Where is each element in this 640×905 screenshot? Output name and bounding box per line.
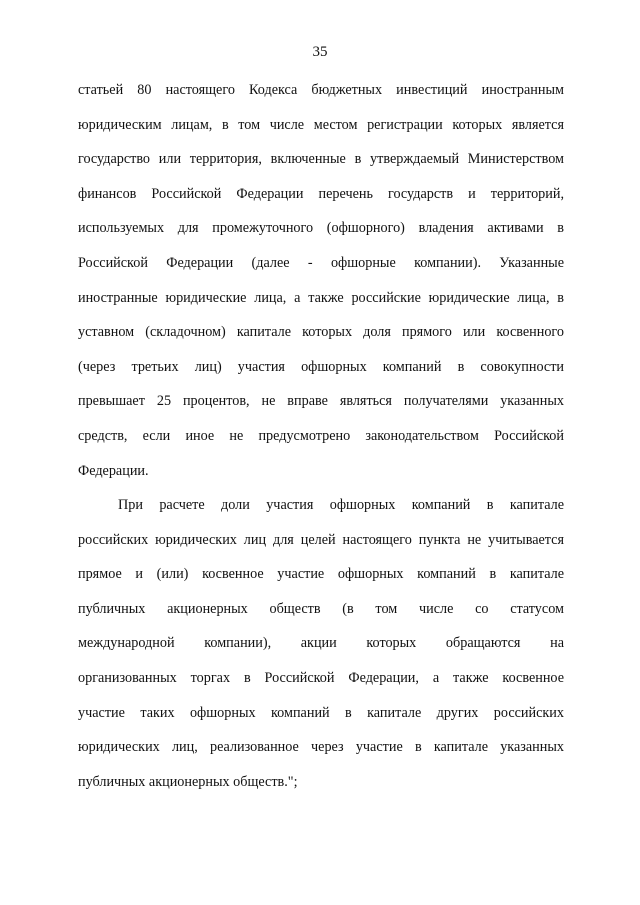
paragraph-line: уставном (складочном) капитале которых доля прямого или косвенного: [78, 324, 564, 341]
paragraph-line: финансов Российской Федерации перечень государств и территорий,: [78, 185, 564, 202]
page-number: 35: [312, 44, 328, 60]
paragraph-line: публичных акционерных обществ.";: [78, 773, 298, 790]
paragraph-line: используемых для промежуточного (офшорного) владения активами в: [78, 220, 564, 237]
paragraph-line: превышает 25 процентов, не вправе являться получателями указанных: [78, 393, 564, 410]
paragraph-line: статьей 80 настоящего Кодекса бюджетных инвестиций иностранным: [78, 82, 564, 98]
paragraph-line: средств, если иное не предусмотрено законодательством Российской: [78, 427, 564, 444]
paragraph-line: государство или территория, включенные в утверждаемый Министерством: [78, 151, 564, 168]
paragraph-line: иностранные юридические лица, а также российские юридические лица, в: [78, 289, 564, 306]
paragraph-line: российских юридических лиц для целей настоящего пункта не учитывается: [78, 531, 564, 548]
paragraph-line: При расчете доли участия офшорных компаний в капитале: [118, 497, 564, 513]
paragraph-line: международной компании), акции которых обращаются на: [78, 635, 564, 652]
paragraph-line: юридическим лицам, в том числе местом регистрации которых является: [78, 116, 564, 133]
paragraph-line: организованных торгах в Российской Федерации, а также косвенное: [78, 669, 564, 686]
paragraph-line: участие таких офшорных компаний в капитале других российских: [78, 704, 564, 721]
paragraph-2: [78, 494, 564, 805]
paragraph-1: [78, 79, 564, 494]
paragraph-line: Российской Федерации (далее - офшорные компании). Указанные: [78, 254, 564, 271]
paragraph-line: юридических лиц, реализованное через участие в капитале указанных: [78, 739, 564, 756]
paragraph-line: публичных акционерных обществ (в том числе со статусом: [78, 600, 564, 617]
paragraph-line: прямое и (или) косвенное участие офшорных компаний в капитале: [78, 566, 564, 583]
paragraph-line: Федерации.: [78, 462, 149, 479]
paragraph-line: (через третьих лиц) участия офшорных компаний в совокупности: [78, 358, 564, 375]
